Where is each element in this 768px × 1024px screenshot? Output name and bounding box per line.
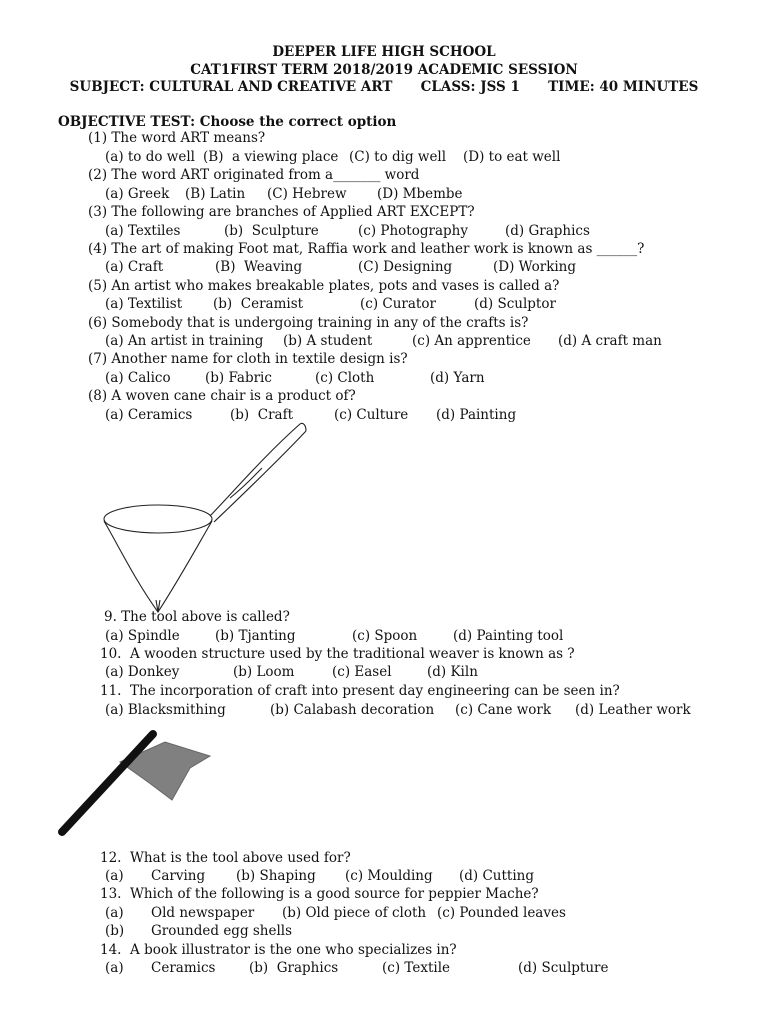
q12-option-c: (c) Moulding <box>345 868 433 884</box>
q12-option-a-label: (a) <box>105 868 124 884</box>
q3-option-b: (b) Sculpture <box>224 223 319 239</box>
q3-option-c: (c) Photography <box>358 223 468 239</box>
q7-option-a: (a) Calico <box>105 370 171 386</box>
q13-option-a-label: (a) <box>105 905 124 921</box>
q10-option-c: (c) Easel <box>332 664 392 680</box>
question-13: 13. Which of the following is a good source for peppier Mache? <box>100 886 539 902</box>
question-3: (3) The following are branches of Applied ART EXCEPT? <box>88 204 475 220</box>
q3-option-d: (d) Graphics <box>505 223 590 239</box>
q2-option-d: (D) Mbembe <box>377 186 463 202</box>
q14-option-a-label: (a) <box>105 960 124 976</box>
q4-option-d: (D) Working <box>493 259 577 275</box>
q12-option-a: Carving <box>151 868 206 884</box>
question-8: (8) A woven cane chair is a product of? <box>88 388 356 404</box>
q9-option-d: (d) Painting tool <box>453 628 564 644</box>
q10-option-d: (d) Kiln <box>427 664 478 680</box>
q13-option-d: Grounded egg shells <box>151 923 293 939</box>
q4-option-c: (C) Designing <box>358 259 453 275</box>
question-12: 12. What is the tool above used for? <box>100 850 351 866</box>
q7-option-c: (c) Cloth <box>315 370 375 386</box>
q9-option-c: (c) Spoon <box>352 628 418 644</box>
q9-option-b: (b) Tjanting <box>215 628 296 644</box>
question-10: 10. A wooden structure used by the traditional weaver is known as ? <box>100 646 575 662</box>
q12-option-b: (b) Shaping <box>236 868 316 884</box>
subject-line: SUBJECT: CULTURAL AND CREATIVE ART CLASS: JSS 1 TIME: 40 MINUTES <box>69 79 699 95</box>
section-title: OBJECTIVE TEST: Choose the correct option <box>58 114 397 130</box>
q8-option-a: (a) Ceramics <box>105 407 193 423</box>
question-14: 14. A book illustrator is the one who specializes in? <box>100 942 457 958</box>
question-11: 11. The incorporation of craft into present day engineering can be seen in? <box>100 683 620 699</box>
q10-option-b: (b) Loom <box>233 664 295 680</box>
q5-option-c: (c) Curator <box>360 296 436 312</box>
question-5: (5) An artist who makes breakable plates, pots and vases is called a? <box>88 278 560 294</box>
q5-option-d: (d) Sculptor <box>474 296 556 312</box>
q11-option-d: (d) Leather work <box>575 702 691 718</box>
q14-option-c: (c) Textile <box>382 960 450 976</box>
q14-option-a: Ceramics <box>151 960 216 976</box>
q4-option-b: (B) Weaving <box>215 259 303 275</box>
question-6: (6) Somebody that is undergoing training in any of the crafts is? <box>88 315 529 331</box>
q6-option-d: (d) A craft man <box>558 333 662 349</box>
q14-option-d: (d) Sculpture <box>518 960 609 976</box>
q8-option-c: (c) Culture <box>334 407 409 423</box>
q11-option-a: (a) Blacksmithing <box>105 702 226 718</box>
question-9: 9. The tool above is called? <box>104 609 290 625</box>
question-1: (1) The word ART means? <box>88 130 266 146</box>
q2-option-b: (B) Latin <box>185 186 246 202</box>
q1-option-c: (C) to dig well <box>349 149 447 165</box>
q5-option-b: (b) Ceramist <box>213 296 304 312</box>
q8-option-d: (d) Painting <box>436 407 517 423</box>
q2-option-c: (C) Hebrew <box>267 186 347 202</box>
q13-option-c: (c) Pounded leaves <box>437 905 566 921</box>
q7-option-d: (d) Yarn <box>430 370 485 386</box>
q1-option-d: (D) to eat well <box>463 149 561 165</box>
q12-option-d: (d) Cutting <box>459 868 534 884</box>
q2-option-a: (a) Greek <box>105 186 170 202</box>
q6-option-c: (c) An apprentice <box>412 333 531 349</box>
q13-option-a: Old newspaper <box>151 905 255 921</box>
q13-option-b: (b) Old piece of cloth <box>282 905 427 921</box>
question-2: (2) The word ART originated from a_______ word <box>88 167 420 183</box>
question-4: (4) The art of making Foot mat, Raffia work and leather work is known as ______? <box>88 241 645 257</box>
q9-option-a: (a) Spindle <box>105 628 180 644</box>
q11-option-c: (c) Cane work <box>455 702 552 718</box>
q7-option-b: (b) Fabric <box>205 370 272 386</box>
q3-option-a: (a) Textiles <box>105 223 181 239</box>
question-7: (7) Another name for cloth in textile design is? <box>88 351 408 367</box>
q1-option-b: (B) a viewing place <box>203 149 339 165</box>
q11-option-b: (b) Calabash decoration <box>270 702 435 718</box>
q1-option-a: (a) to do well <box>105 149 195 165</box>
term-title: CAT1FIRST TERM 2018/2019 ACADEMIC SESSION <box>190 62 578 78</box>
school-name: DEEPER LIFE HIGH SCHOOL <box>272 44 496 60</box>
q6-option-b: (b) A student <box>283 333 373 349</box>
q14-option-b: (b) Graphics <box>249 960 339 976</box>
q4-option-a: (a) Craft <box>105 259 164 275</box>
q13-option-d-label: (b) <box>105 923 125 939</box>
q10-option-a: (a) Donkey <box>105 664 180 680</box>
q6-option-a: (a) An artist in training <box>105 333 264 349</box>
q5-option-a: (a) Textilist <box>105 296 183 312</box>
q8-option-b: (b) Craft <box>230 407 294 423</box>
